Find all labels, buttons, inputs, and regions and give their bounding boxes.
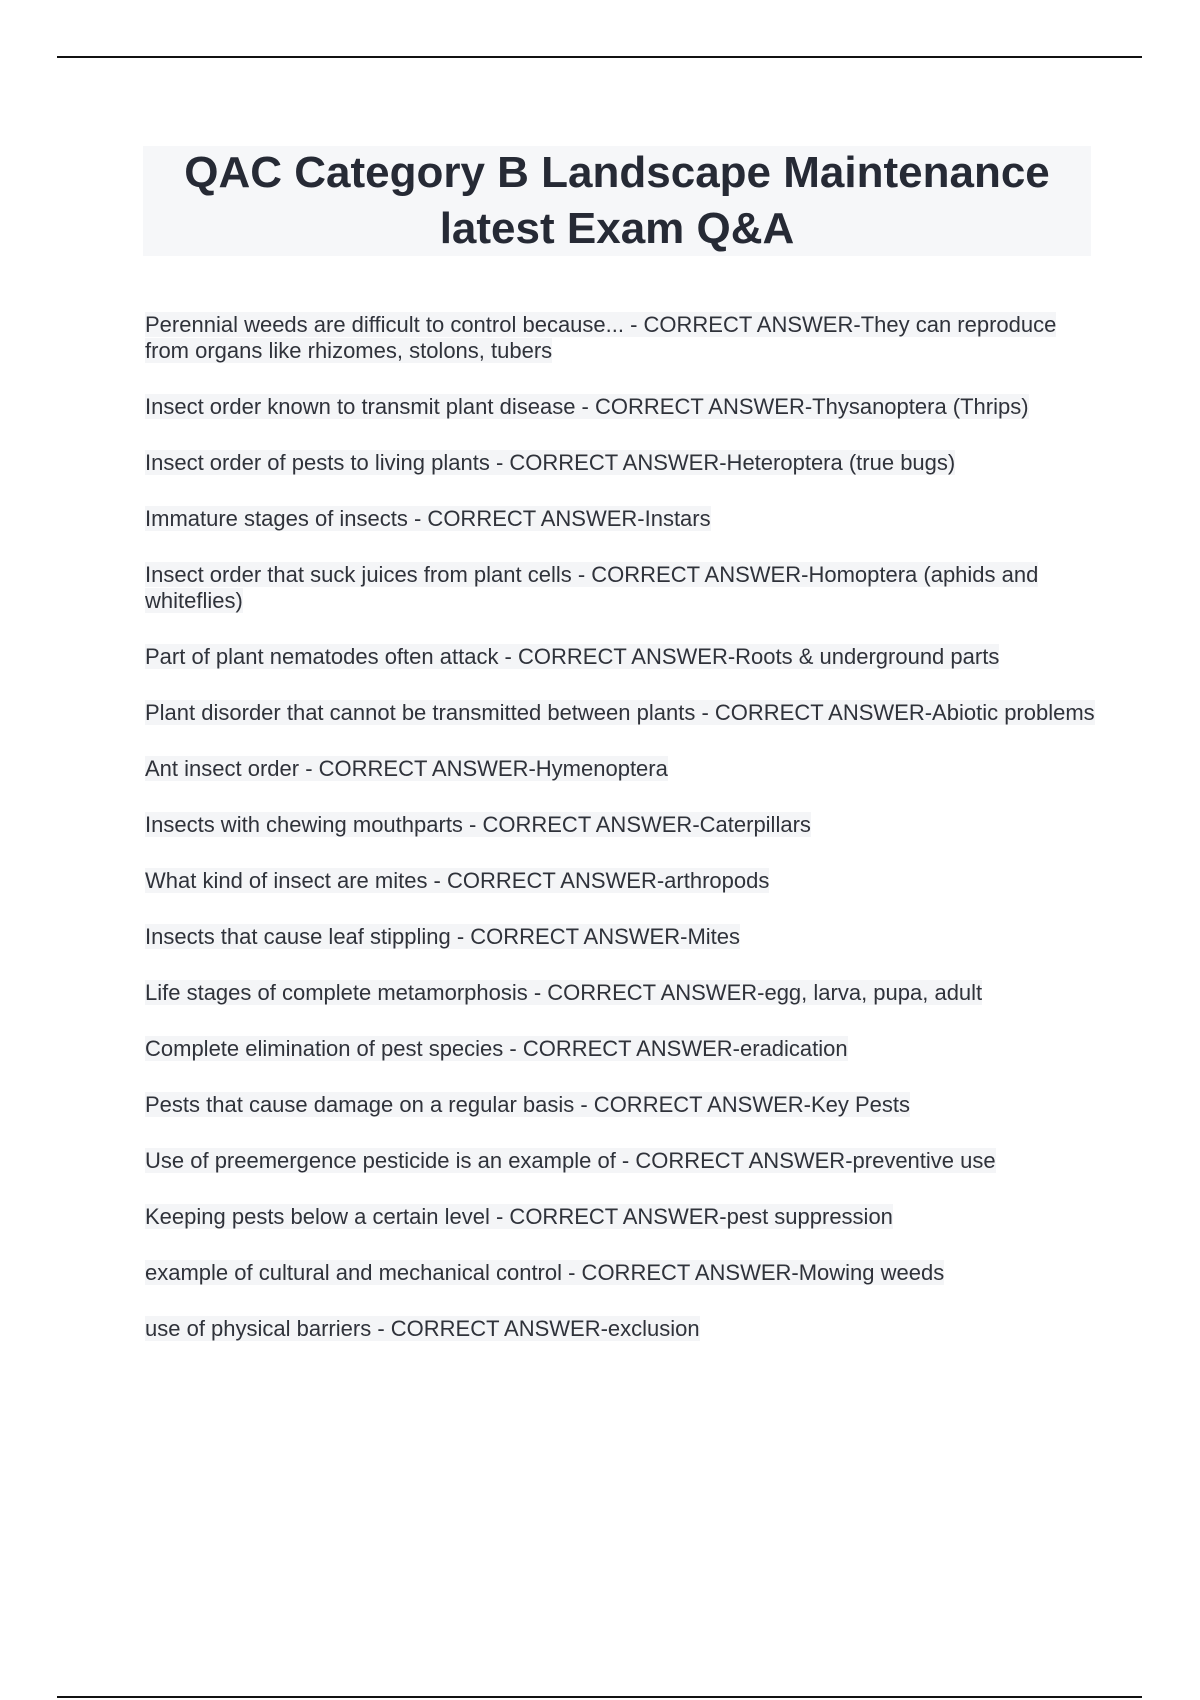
- qa-text: use of physical barriers - CORRECT ANSWER-exclusion: [145, 1316, 700, 1341]
- qa-text: Pests that cause damage on a regular basis - CORRECT ANSWER-Key Pests: [145, 1092, 911, 1117]
- document-title: QAC Category B Landscape Maintenance latest Exam Q&A: [184, 148, 1050, 253]
- qa-text: Part of plant nematodes often attack - CORRECT ANSWER-Roots & underground parts: [145, 644, 1000, 669]
- qa-item: [145, 700, 1095, 726]
- title-banner: [143, 146, 1091, 256]
- qa-item: [145, 756, 1095, 782]
- qa-item: [145, 980, 1095, 1006]
- qa-text: Insect order known to transmit plant disease - CORRECT ANSWER-Thysanoptera (Thrips): [145, 394, 1029, 419]
- qa-text: Immature stages of insects - CORRECT ANSWER-Instars: [145, 506, 711, 531]
- qa-text: Ant insect order - CORRECT ANSWER-Hymenoptera: [145, 756, 668, 781]
- qa-item: [145, 868, 1095, 894]
- qa-text: Insects with chewing mouthparts - CORRECT ANSWER-Caterpillars: [145, 812, 811, 837]
- qa-item: [145, 312, 1095, 364]
- qa-item: [145, 1036, 1095, 1062]
- qa-text: Perennial weeds are difficult to control because... - CORRECT ANSWER-They can reproduce from organs like rhizomes, stolons, tubers: [145, 312, 1057, 363]
- qa-text: Insect order of pests to living plants - CORRECT ANSWER-Heteroptera (true bugs): [145, 450, 956, 475]
- qa-item: [145, 924, 1095, 950]
- qa-item: [145, 506, 1095, 532]
- qa-text: example of cultural and mechanical control - CORRECT ANSWER-Mowing weeds: [145, 1260, 945, 1285]
- qa-item: [145, 450, 1095, 476]
- qa-item: [145, 562, 1095, 614]
- qa-item: [145, 812, 1095, 838]
- qa-item: [145, 1316, 1095, 1342]
- qa-text: Keeping pests below a certain level - CORRECT ANSWER-pest suppression: [145, 1204, 893, 1229]
- qa-text: Life stages of complete metamorphosis - CORRECT ANSWER-egg, larva, pupa, adult: [145, 980, 983, 1005]
- bottom-divider: [57, 1696, 1142, 1698]
- qa-item: [145, 1204, 1095, 1230]
- qa-text: Complete elimination of pest species - CORRECT ANSWER-eradication: [145, 1036, 848, 1061]
- qa-text: Use of preemergence pesticide is an example of - CORRECT ANSWER-preventive use: [145, 1148, 996, 1173]
- qa-item: [145, 1092, 1095, 1118]
- qa-text: Plant disorder that cannot be transmitted between plants - CORRECT ANSWER-Abiotic problems: [145, 700, 1095, 725]
- qa-item: [145, 644, 1095, 670]
- top-divider: [57, 56, 1142, 58]
- qa-text: Insects that cause leaf stippling - CORRECT ANSWER-Mites: [145, 924, 741, 949]
- qa-item: [145, 1260, 1095, 1286]
- qa-text: What kind of insect are mites - CORRECT ANSWER-arthropods: [145, 868, 770, 893]
- qa-item: [145, 1148, 1095, 1174]
- qa-text: Insect order that suck juices from plant cells - CORRECT ANSWER-Homoptera (aphids and whiteflies): [145, 562, 1039, 613]
- qa-item: [145, 394, 1095, 420]
- qa-list: [145, 312, 1095, 1372]
